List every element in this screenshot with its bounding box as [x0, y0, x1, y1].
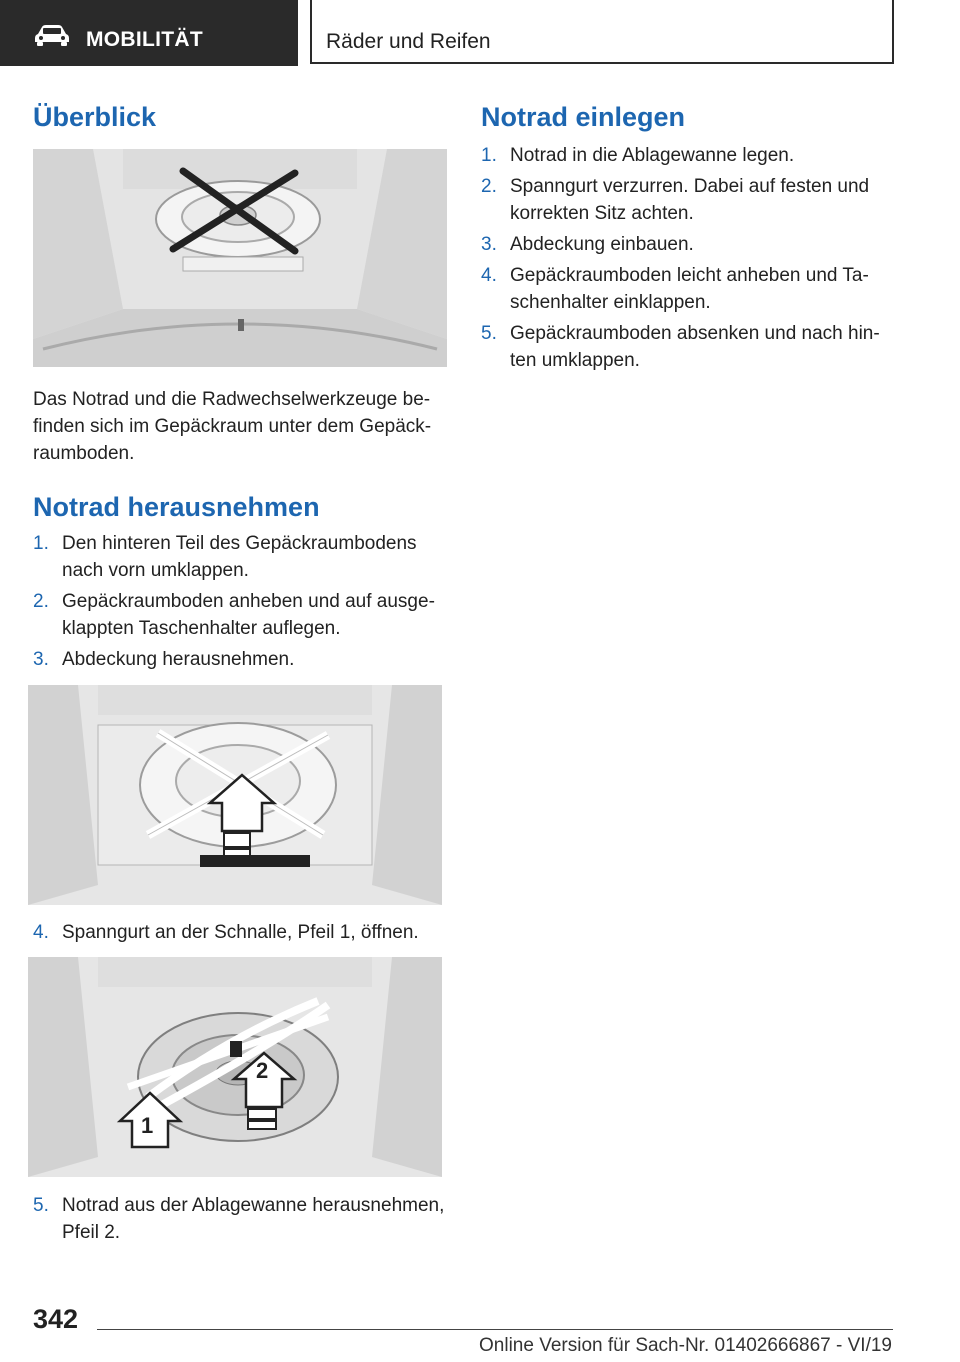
step-text: nach vorn umklappen. — [62, 560, 249, 581]
step-text: korrekten Sitz achten. — [510, 203, 694, 224]
list-item — [481, 320, 911, 374]
list-item — [481, 173, 911, 227]
page-number: 342 — [33, 1304, 79, 1334]
step-text: Gepäckraumboden leicht anheben und Ta- — [510, 265, 869, 286]
overview-text-line: finden sich im Gepäckraum unter dem Gepäck- — [33, 416, 432, 437]
remove-step-5 — [33, 1192, 453, 1250]
step-text: Abdeckung herausnehmen. — [62, 649, 295, 670]
step-text: Gepäckraumboden absenken und nach hin- — [510, 323, 880, 344]
remove-heading: Notrad herausnehmen — [33, 492, 320, 522]
section-title: MOBILITÄT — [86, 28, 204, 51]
list-item — [33, 530, 453, 584]
insert-heading: Notrad einlegen — [481, 102, 686, 132]
step-text: Den hinteren Teil des Gepäckraumbodens — [62, 533, 417, 554]
overview-heading: Überblick — [33, 102, 157, 132]
footer-text: Online Version für Sach-Nr. 01402666867 - VI/19 — [479, 1335, 892, 1356]
step-text: klappten Taschenhalter auflegen. — [62, 618, 341, 639]
list-item — [481, 142, 911, 169]
insert-steps-list — [481, 142, 911, 378]
arrow-label-2: 2 — [256, 1058, 269, 1083]
step-number: 2. — [33, 591, 49, 612]
list-item — [33, 1192, 453, 1246]
step-number: 2. — [481, 176, 497, 197]
step-text: Notrad aus der Ablagewanne herausnehmen, — [62, 1195, 445, 1216]
arrow-label-1: 1 — [141, 1113, 154, 1138]
footer-divider — [97, 1329, 893, 1330]
overview-text-line: Das Notrad und die Radwechselwerkzeuge be- — [33, 389, 431, 410]
step-number: 4. — [481, 265, 497, 286]
step-text: ten umklappen. — [510, 350, 640, 371]
step-number: 3. — [481, 234, 497, 255]
step-number: 4. — [33, 922, 49, 943]
overview-text-line: raumboden. — [33, 443, 135, 464]
list-item — [33, 588, 453, 642]
overview-text — [33, 386, 453, 467]
list-item — [33, 646, 453, 673]
list-item — [33, 919, 453, 946]
step-number: 5. — [33, 1195, 49, 1216]
trunk-overview-figure — [33, 149, 447, 367]
step-number: 5. — [481, 323, 497, 344]
step-text: Spanngurt an der Schnalle, Pfeil 1, öffnen. — [62, 922, 419, 943]
section-tab — [0, 0, 298, 66]
page-header — [0, 0, 960, 66]
step-number: 3. — [33, 649, 49, 670]
step-number: 1. — [33, 533, 49, 554]
step-text: Abdeckung einbauen. — [510, 234, 694, 255]
remove-step-4 — [33, 919, 453, 950]
chapter-tab — [310, 0, 894, 64]
step-number: 1. — [481, 145, 497, 166]
trunk-cover-figure — [28, 685, 442, 905]
step-text: Notrad in die Ablagewanne legen. — [510, 145, 795, 166]
list-item — [481, 262, 911, 316]
step-text: Spanngurt verzurren. Dabei auf festen und — [510, 176, 870, 197]
trunk-strap-figure — [28, 957, 442, 1177]
chapter-title: Räder und Reifen — [326, 30, 491, 53]
car-icon — [34, 24, 70, 46]
step-text: Gepäckraumboden anheben und auf ausge- — [62, 591, 435, 612]
list-item — [481, 231, 911, 258]
step-text: Pfeil 2. — [62, 1222, 121, 1243]
remove-steps-list — [33, 530, 453, 677]
step-text: schenhalter einklappen. — [510, 292, 711, 313]
